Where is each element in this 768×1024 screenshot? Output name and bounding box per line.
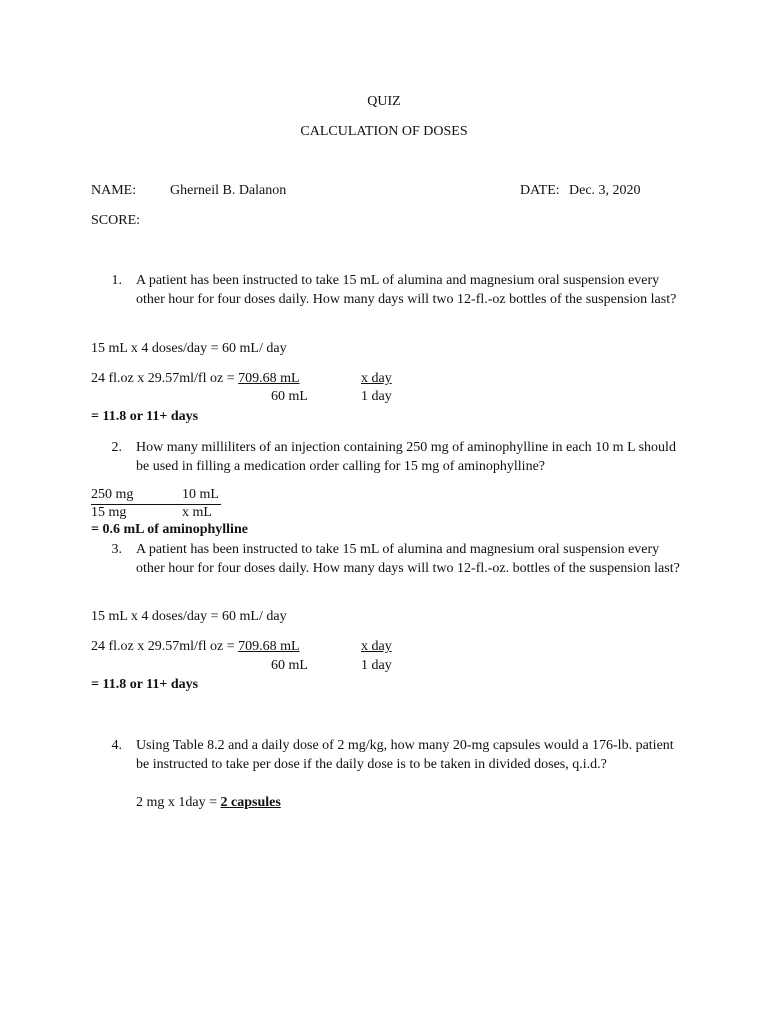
q1-x-day: x day: [361, 371, 392, 386]
q3-calc-line-2: [91, 638, 300, 656]
date-value: Dec. 3, 2020: [569, 183, 641, 198]
q1-denominator: 60 mL: [271, 389, 308, 404]
q4-calc-prefix: 2 mg x 1day =: [136, 795, 221, 810]
q2-answer: = 0.6 mL of aminophylline: [91, 522, 248, 537]
q3-x-day: x day: [361, 639, 392, 654]
score-label: SCORE:: [91, 213, 141, 228]
question-4-text: Using Table 8.2 and a daily dose of 2 mg/kg, how many 20-mg capsules would a 176-lb. patient be instructed to take per dose if the daily dose is to be taken in divided doses, q.i.d.?: [136, 738, 674, 772]
q3-one-day: 1 day: [361, 658, 392, 673]
question-3-number: 3.: [111, 542, 122, 557]
q1-one-day: 1 day: [361, 389, 392, 404]
question-4-number: 4.: [111, 738, 122, 753]
q2-15mg: 15 mg: [91, 505, 127, 520]
q2-10ml: 10 mL: [182, 487, 219, 502]
q1-answer: = 11.8 or 11+ days: [91, 409, 199, 424]
q2-ratio-row-1: [91, 486, 221, 505]
q3-denominator: 60 mL: [271, 658, 308, 673]
q3-numerator: 709.68 mL: [238, 639, 300, 654]
q2-xml: x mL: [182, 505, 212, 520]
q4-answer: 2 capsules: [220, 795, 281, 810]
q4-calc-line: [136, 794, 281, 812]
quiz-title: QUIZ: [367, 94, 401, 109]
name-label: NAME:: [91, 183, 137, 198]
question-2-text: How many milliliters of an injection containing 250 mg of aminophylline in each 10 m L should be used in filling a medication order calling for 15 mg of aminophylline?: [136, 440, 676, 474]
q1-calc-line-1: 15 mL x 4 doses/day = 60 mL/ day: [91, 341, 287, 356]
question-2-number: 2.: [111, 440, 122, 455]
quiz-subtitle: CALCULATION OF DOSES: [300, 124, 468, 139]
name-value: Gherneil B. Dalanon: [170, 183, 287, 198]
q3-calc-line-1: 15 mL x 4 doses/day = 60 mL/ day: [91, 609, 287, 624]
q1-numerator: 709.68 mL: [238, 371, 300, 386]
q3-calc-prefix: 24 fl.oz x 29.57ml/fl oz =: [91, 639, 239, 654]
question-1-number: 1.: [111, 273, 122, 288]
q1-calc-line-2: [91, 370, 300, 388]
question-3-text: A patient has been instructed to take 15 mL of alumina and magnesium oral suspension every other hour for four doses daily. How many days will two 12-fl.-oz. bottles of the suspension last?: [136, 542, 680, 576]
q1-calc-prefix: 24 fl.oz x 29.57ml/fl oz =: [91, 371, 239, 386]
q3-answer: = 11.8 or 11+ days: [91, 677, 199, 692]
q2-250mg: 250 mg: [91, 487, 134, 502]
question-1-text: A patient has been instructed to take 15 mL of alumina and magnesium oral suspension every other hour for four doses daily. How many days will two 12-fl.-oz bottles of the suspension last?: [136, 273, 677, 307]
date-label: DATE:: [520, 183, 560, 198]
